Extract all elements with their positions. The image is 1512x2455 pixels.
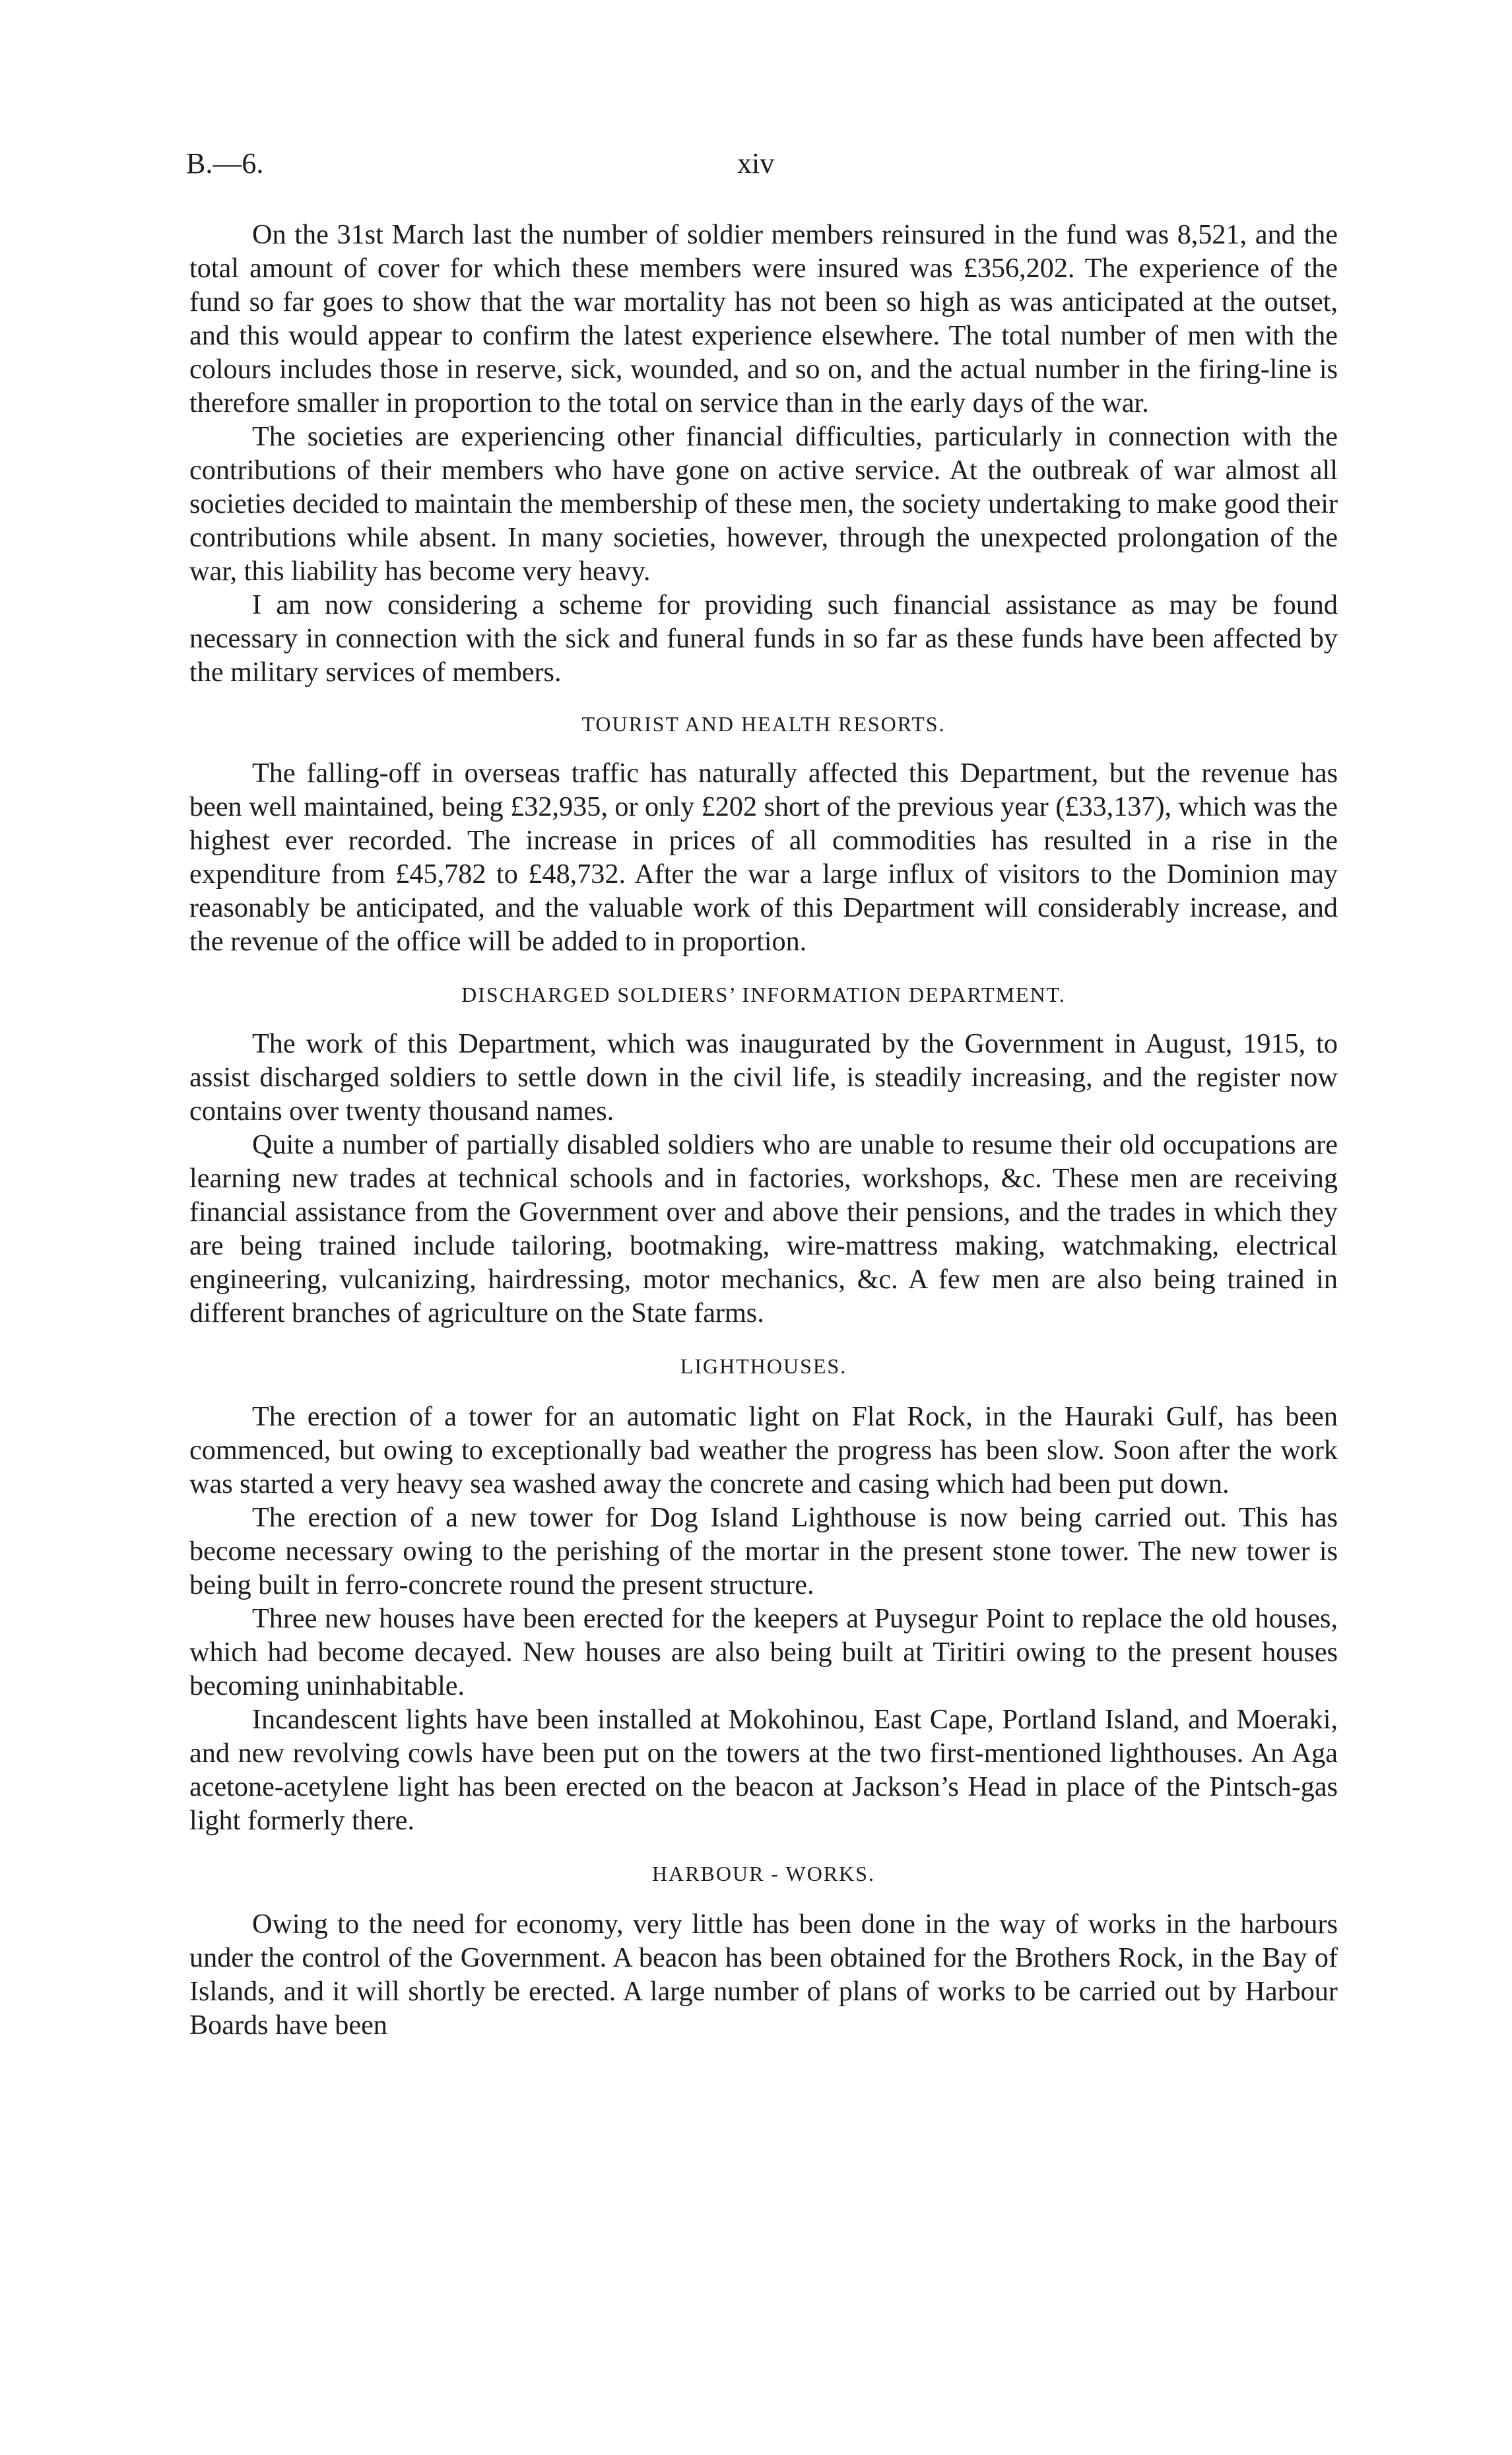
paragraph: The societies are experiencing other financial difficulties, particularly in connection with the contributions of their members who have gone on active service. At the outbreak of war almost all societies decided to maintain the membership of these men, the society undertaking to make good their contributions while absent. In many societies, however, through the unexpected prolongation of the war, this liability has become very heavy. xyxy=(189,421,1338,587)
paragraph: The erection of a tower for an automatic light on Flat Rock, in the Hauraki Gulf, has been commenced, but owing to exceptionally bad weather the progress has been slow. Soon after the work was started a very heavy sea washed away the concrete and casing which had been put down. xyxy=(189,1401,1338,1499)
section-heading-harbour-works: HARBOUR - WORKS. xyxy=(651,1862,876,1885)
paragraph: Quite a number of partially disabled soldiers who are unable to resume their old occupations are learning new trades at technical schools and in factories, workshops, &c. These men are receiving financial assistance from the Government over and above their pensions, and the trades in which they are being trained include tailoring, bootmaking, wire-mattress making, watchmaking, electrical engineering, vulcanizing, hairdressing, motor mechanics, &c. A few men are also being trained in different branches of agriculture on the State farms. xyxy=(189,1129,1338,1328)
paragraph: The work of this Department, which was inaugurated by the Government in August, 1915, to assist discharged soldiers to settle down in the civil life, is steadily increasing, and the register now contains over twenty thousand names. xyxy=(189,1028,1338,1127)
page-number: xiv xyxy=(737,147,775,180)
paragraph: Three new houses have been erected for the keepers at Puysegur Point to replace the old houses, which had become decayed. New houses are also being built at Tiritiri owing to the present houses becoming uninhabitable. xyxy=(189,1603,1338,1701)
document-reference: B.—6. xyxy=(186,147,264,180)
paragraph: The falling-off in overseas traffic has naturally affected this Department, but the revenue has been well maintained, being £32,935, or only £202 short of the previous year (£33,137), which was the highest ever recorded. The increase in prices of all commodities has resulted in a rise in the expenditure from £45,782 to £48,732. After the war a large influx of visitors to the Dominion may reasonably be anticipated, and the valuable work of this Department will considerably increase, and the revenue of the office will be added to in proportion. xyxy=(189,758,1338,957)
paragraph: On the 31st March last the number of soldier members reinsured in the fund was 8,521, and the total amount of cover for which these members were insured was £356,202. The experience of the fund so far goes to show that the war mortality has not been so high as was anticipated at the outset, and this would appear to confirm the latest experience elsewhere. The total number of men with the colours includes those in reserve, sick, wounded, and so on, and the actual number in the firing-line is therefore smaller in proportion to the total on service than in the early days of the war. xyxy=(189,219,1338,418)
paragraph: Incandescent lights have been installed at Mokohinou, East Cape, Portland Island, and Moeraki, and new revolving cowls have been put on the towers at the two first-mentioned lighthouses. An Aga acetone-acetylene light has been erected on the beacon at Jackson’s Head in place of the Pintsch-gas light formerly there. xyxy=(189,1704,1338,1836)
paragraph: I am now considering a scheme for providing such financial assistance as may be found necessary in connection with the sick and funeral funds in so far as these funds have been affected by the military services of members. xyxy=(189,589,1338,688)
section-heading-tourist: TOURIST AND HEALTH RESORTS. xyxy=(581,712,946,736)
page-header xyxy=(186,147,1348,186)
section-heading-discharged-soldiers: DISCHARGED SOLDIERS’ INFORMATION DEPARTMENT. xyxy=(461,983,1066,1006)
section-heading-lighthouses: LIGHTHOUSES. xyxy=(680,1354,847,1378)
page-body xyxy=(189,218,1338,2042)
paragraph: The erection of a new tower for Dog Island Lighthouse is now being carried out. This has become necessary owing to the perishing of the mortar in the present stone tower. The new tower is being built in ferro-concrete round the present structure. xyxy=(189,1502,1338,1600)
paragraph: Owing to the need for economy, very little has been done in the way of works in the harbours under the control of the Government. A beacon has been obtained for the Brothers Rock, in the Bay of Islands, and it will shortly be erected. A large number of plans of works to be carried out by Harbour Boards have been xyxy=(189,1909,1338,2041)
